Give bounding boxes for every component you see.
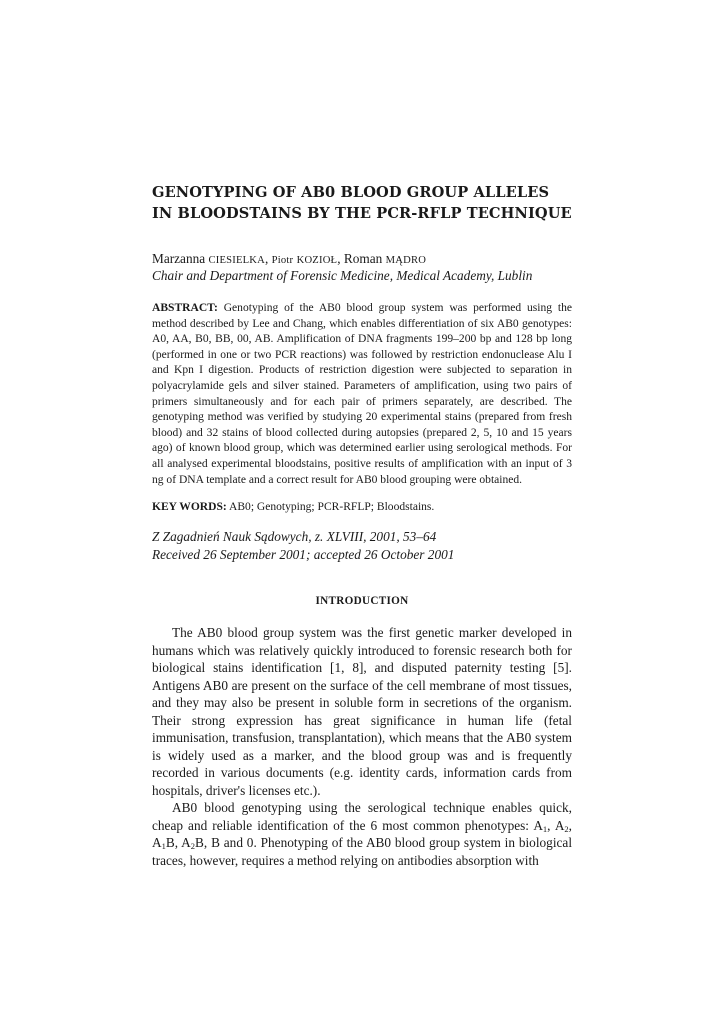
keywords-label: KEY WORDS:	[152, 501, 227, 513]
phenotype: $A_1B$	[152, 835, 175, 851]
abstract-label: ABSTRACT:	[152, 302, 218, 314]
keywords-text: AB0; Genotyping; PCR-RFLP; Bloodstains.	[229, 501, 435, 513]
phenotype: $A_1$	[533, 817, 548, 834]
title-line-1: GENOTYPING OF AB0 BLOOD GROUP ALLELES	[152, 184, 550, 201]
citation	[152, 528, 572, 563]
author: Piotr KOZIOŁ	[271, 255, 338, 266]
paper-title	[152, 182, 572, 224]
section-heading: INTRODUCTION	[315, 595, 409, 607]
received-dates: Received 26 September 2001; accepted 26 October 2001	[152, 546, 455, 562]
keywords	[152, 499, 572, 515]
phenotype: $A_2$	[554, 817, 569, 834]
intro-paragraph-1: The AB0 blood group system was the first genetic marker developed in humans which was relatively quickly introduced to forensic research both for biological stains identification [1, 8], and disputed paternity testing [5]. Antigens AB0 are present on the surface of the cell membrane of most tissues, and they may also be present in soluble form in secretions of the organism. Their strong expression has great significance in human life (fetal immunisation, transfusion, transplantation), which means that the AB0 system is widely used as a marker, and the blood group was and is frequently recorded in various documents (e.g. identity cards, information cards from hospitals, driver's licenses etc.).	[152, 625, 572, 798]
abstract	[152, 301, 572, 488]
author-list: Marzanna CIESIELKA, Piotr KOZIOŁ, Roman MĄDRO	[152, 251, 427, 266]
abstract-text: Genotyping of the AB0 blood group system was performed using the method described by Lee and Chang, which enables differentiation of six AB0 genotypes: A0, AA, B0, BB, 00, AB. Amplification of DNA fragments 199–200 bp and 128 bp long (performed in one or two PCR reactions) was followed by restriction endonuclease Alu I and Kpn I digestion. Products of restriction digestion were subjected to separation in polyacrylamide gels and silver stained. Parameters of amplification, using two pairs of primers simultaneously and for each pair of primers separately, are described. The genotyping method was verified by studying 20 experimental stains (prepared from fresh blood) and 32 stains of blood collected during autopsies (prepared 2, 5, 10 and 15 years ago) of known blood group, which was determined earlier using serological methods. For all analysed experimental bloodstains, positive results of amplification with an input of 3 ng of DNA template and a correct result for AB0 blood grouping were obtained.	[152, 302, 573, 486]
author: Marzanna CIESIELKA	[152, 251, 266, 266]
journal-reference: Z Zagadnień Nauk Sądowych, z. XLVIII, 2001, 53–64	[152, 529, 437, 544]
introduction-body	[152, 624, 572, 869]
intro-paragraph-2: AB0 blood genotyping using the serological technique enables quick, cheap and reliable identification of the 6 most common phenotypes: $A_1$, $A_2$, $A_1B$, $A_2B$, B and 0. Phenotyping of the AB0 blood group system in biological traces, however, requires a method relying on antibodies absorption with	[152, 800, 573, 868]
author: Roman MĄDRO	[343, 251, 427, 266]
affiliation: Chair and Department of Forensic Medicine, Medical Academy, Lublin	[152, 268, 533, 283]
title-line-2: IN BLOODSTAINS BY THE PCR-RFLP TECHNIQUE	[152, 205, 572, 222]
phenotype: $A_2B$	[181, 835, 204, 851]
